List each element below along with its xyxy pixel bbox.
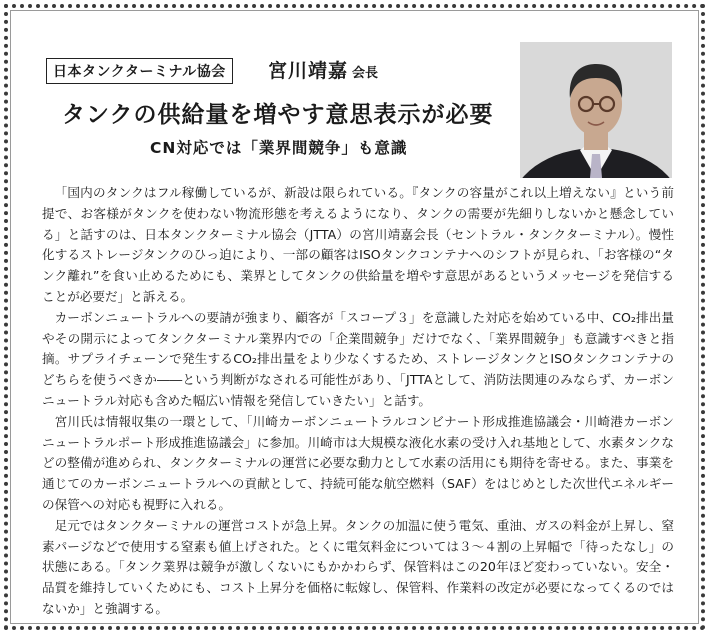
- portrait-svg: [520, 42, 672, 178]
- paragraph: カーボンニュートラルへの要請が強まり、顧客が「スコープ３」を意識した対応を始めている中、CO₂排出量やその開示によってタンクターミナル業界内での「企業間競争」だけでなく、「業界間競争」も意識すべきと指摘。サプライチェーンで発生するCO₂排出量をより少なくするため、ストレージタンクとISOタンクコンテナのどちらを使うべきか――という判断がなされる可能性があり、「JTTAとして、消防法関連のみならず、カーボンニュートラル対応も含めた幅広い情報を発信していきたい」と話す。: [42, 309, 674, 408]
- organization-label: 日本タンクターミナル協会: [46, 58, 233, 84]
- article-body: [42, 183, 674, 620]
- person-title: 会長: [352, 66, 379, 81]
- person-name-text: 宮川靖嘉: [268, 60, 349, 82]
- portrait-photo-icon: [520, 42, 672, 178]
- subheadline: CN対応では「業界間競争」も意識: [150, 139, 408, 157]
- person-name: [268, 56, 378, 83]
- paragraph: 足元ではタンクターミナルの運営コストが急上昇。タンクの加温に使う電気、重油、ガスの料金が上昇し、窒素パージなどで使用する窒素も値上げされた。とくに電気料金については３～４割の上昇幅で「待ったなし」の状態にある。「タンク業界は競争が激しくないにもかかわらず、保管料はこの20年ほど変わっていない。安全・品質を維持していくためにも、コスト上昇分を価格に転嫁し、保管料、作業料の改定が必要になってくるのではないか」と強調する。: [42, 517, 674, 616]
- paragraph: 宮川氏は情報収集の一環として、「川崎カーボンニュートラルコンビナート形成推進協議会・川崎港カーボンニュートラルポート形成推進協議会」に参加。川崎市は大規模な液化水素の受け入れ基地として、水素タンクなどの整備が進められ、タンクターミナルの運営に必要な動力として水素の活用にも期待を寄せる。また、事業を通じてのカーボンニュートラルへの貢献として、持続可能な航空燃料（SAF）をはじめとした次世代エネルギーの保管への対応も視野に入れる。: [42, 413, 674, 512]
- paragraph: 「国内のタンクはフル稼働しているが、新設は限られている。『タンクの容量がこれ以上増えない』という前提で、お客様がタンクを使わない物流形態を考えるようになり、タンクの需要が先細りしないかと懸念している」と話すのは、日本タンクターミナル協会（JTTA）の宮川靖嘉会長（セントラル・タンクターミナル）。慢性化するストレージタンクのひっ迫により、一部の顧客はISOタンクコンテナへのシフトが見られ、「お客様の“タンク離れ”を食い止めるためにも、業界としてタンクの供給量を増やす意思があるというメッセージを発信することが必要だ」と訴える。: [42, 185, 674, 304]
- headline: タンクの供給量を増やす意思表示が必要: [62, 102, 494, 128]
